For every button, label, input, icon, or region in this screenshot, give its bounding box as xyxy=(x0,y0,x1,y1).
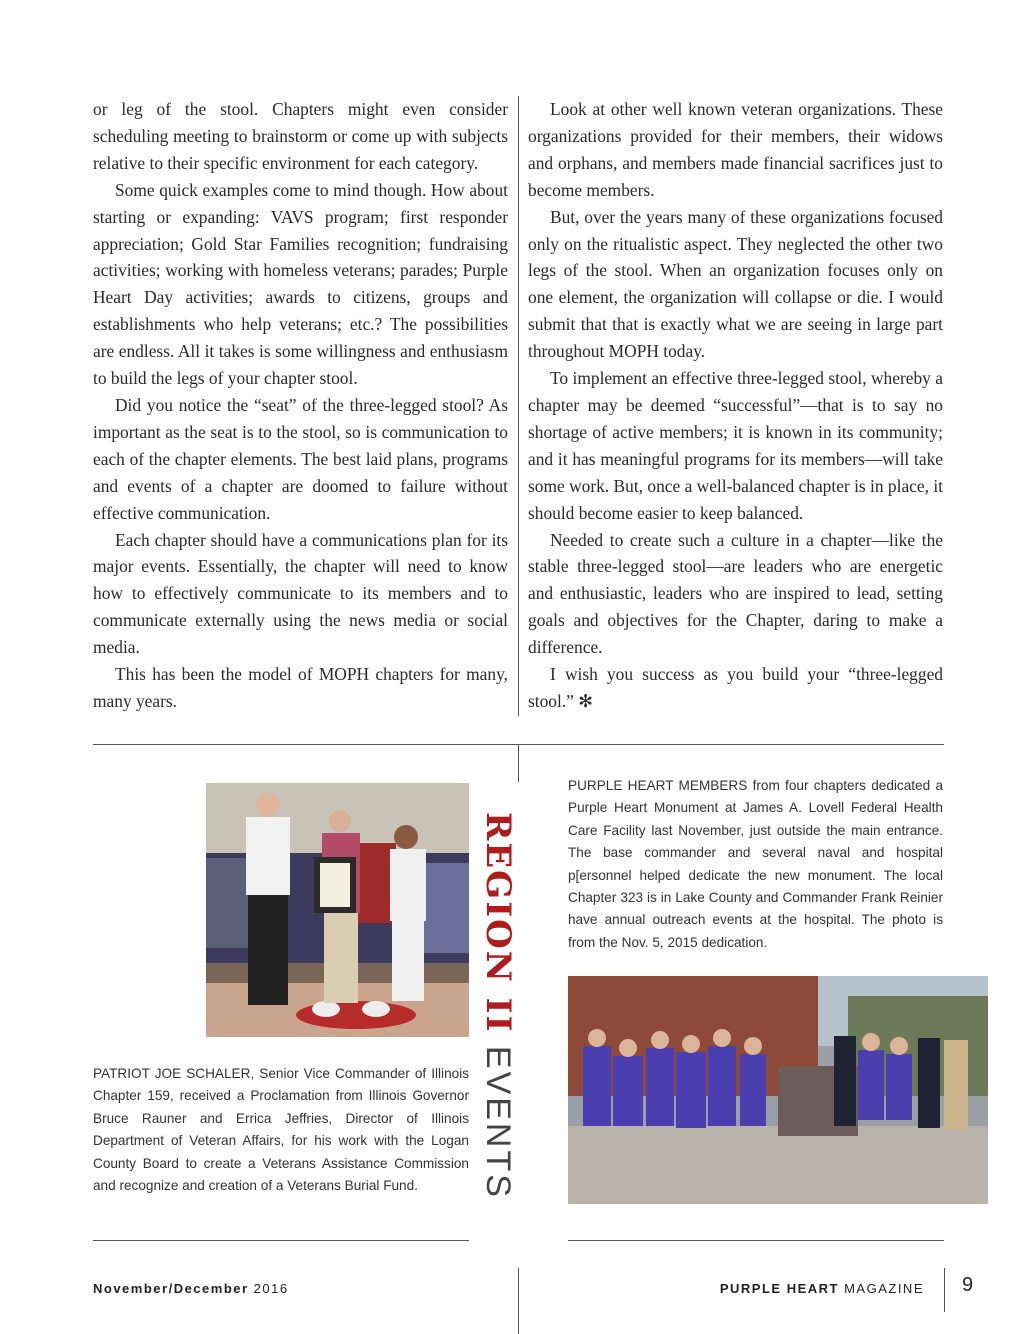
page-number: 9 xyxy=(962,1274,974,1296)
article-paragraph: Needed to create such a culture in a chapter—like the stable three-legged stool—are leaders who are energetic and enthusiastic, leaders who are inspired to lead, setting goals and objectives for the Chapter, daring to make a difference. xyxy=(528,529,943,658)
proclamation-caption xyxy=(93,1063,469,1197)
issue-months: November/December xyxy=(93,1281,249,1296)
article-paragraph: To implement an effective three-legged stool, whereby a chapter may be deemed “successful”—that is to say no shortage of active members; it is known in its community; and it has meaningful programs for its members—will take some work. But, once a well-balanced chapter is in place, it should become easier to keep balanced. xyxy=(528,368,943,523)
proclamation-photo xyxy=(206,783,469,1037)
column-divider xyxy=(518,96,519,716)
article-paragraph: or leg of the stool. Chapters might even consider scheduling meeting to brainstorm or come up with subjects relative to their specific environment for each category. xyxy=(93,99,508,173)
magazine-name-bold: PURPLE HEART xyxy=(719,1281,839,1296)
magazine-name xyxy=(720,1281,924,1296)
caption-text: Senior Vice Commander of Illinois Chapter 159, received a Proclamation from Illinois Governor Bruce Rauner and Errica Jeffries, Director of Illinois Department of Veteran Affairs, for his work with the Logan County Board to create a Veterans Assistance Commission and recognize and creation of a Veterans Burial Fund. xyxy=(93,1066,470,1194)
right-article-column xyxy=(528,96,943,715)
caption-lead: PATRIOT JOE SCHALER, xyxy=(93,1066,255,1081)
monument-dedication-photo xyxy=(568,976,988,1204)
caption-text: from four chapters dedicated a Purple Heart Monument at James A. Lovell Federal Health Care Facility last November, just outside the main entrance. The base commander and several naval and hospital p[ersonnel helped dedicate the new monument. The local Chapter 323 is in Lake County and Commander Frank Reinier have annual outreach events at the hospital. The photo is from the Nov. 5, 2015 dedication. xyxy=(568,778,944,950)
page-number-rule xyxy=(944,1268,945,1312)
article-paragraph: This has been the model of MOPH chapters for many, many years. xyxy=(93,664,508,711)
section-title xyxy=(478,812,518,1252)
section-title-region: REGION II xyxy=(478,812,518,1034)
proclamation-photo-illustration xyxy=(206,783,469,1037)
monument-dedication-photo-illustration xyxy=(568,976,988,1204)
article-paragraph: I wish you success as you build your “three-legged stool.” ✻ xyxy=(528,664,943,711)
article-paragraph: Some quick examples come to mind though. How about starting or expanding: VAVS program; first responder appreciation; Gold Star Families recognition; fundraising activities; working with homeless veterans; parades; Purple Heart Day activities; awards to citizens, groups and establishments who help veterans; etc.? The possibilities are endless. All it takes is some willingness and enthusiasm to build the legs of your chapter stool. xyxy=(93,179,508,389)
article-paragraph: But, over the years many of these organizations focused only on the ritualistic aspect. They neglected the other two legs of the stool. When an organization focuses only on one element, the organization will collapse or die. I would submit that that is exactly what we are seeing in large part throughout MOPH today. xyxy=(528,206,943,362)
monument-caption xyxy=(568,775,943,954)
left-article-column xyxy=(93,96,508,715)
magazine-name-light: MAGAZINE xyxy=(838,1281,924,1296)
issue-date xyxy=(93,1281,289,1296)
section-title-events: EVENTS xyxy=(479,1033,517,1200)
article-paragraph: Did you notice the “seat” of the three-legged stool? As important as the seat is to the stool, so is communication to each of the chapter elements. The best laid plans, programs and events of a chapter are doomed to failure without effective communication. xyxy=(93,394,508,523)
caption-lead: PURPLE HEART MEMBERS xyxy=(568,778,748,793)
issue-year: 2016 xyxy=(248,1281,289,1296)
caption-left-bottom-rule xyxy=(93,1240,469,1241)
article-paragraph: Each chapter should have a communications plan for its major events. Essentially, the chapter will need to know how to effectively communicate to its members and to communicate externally using the news media or social media. xyxy=(93,529,508,658)
section-center-rule-top xyxy=(518,744,519,782)
article-paragraph: Look at other well known veteran organizations. These organizations provided for their members, their widows and orphans, and members made financial sacrifices just to become members. xyxy=(528,99,943,200)
caption-right-bottom-rule xyxy=(568,1240,944,1241)
footer-center-rule xyxy=(518,1268,519,1334)
